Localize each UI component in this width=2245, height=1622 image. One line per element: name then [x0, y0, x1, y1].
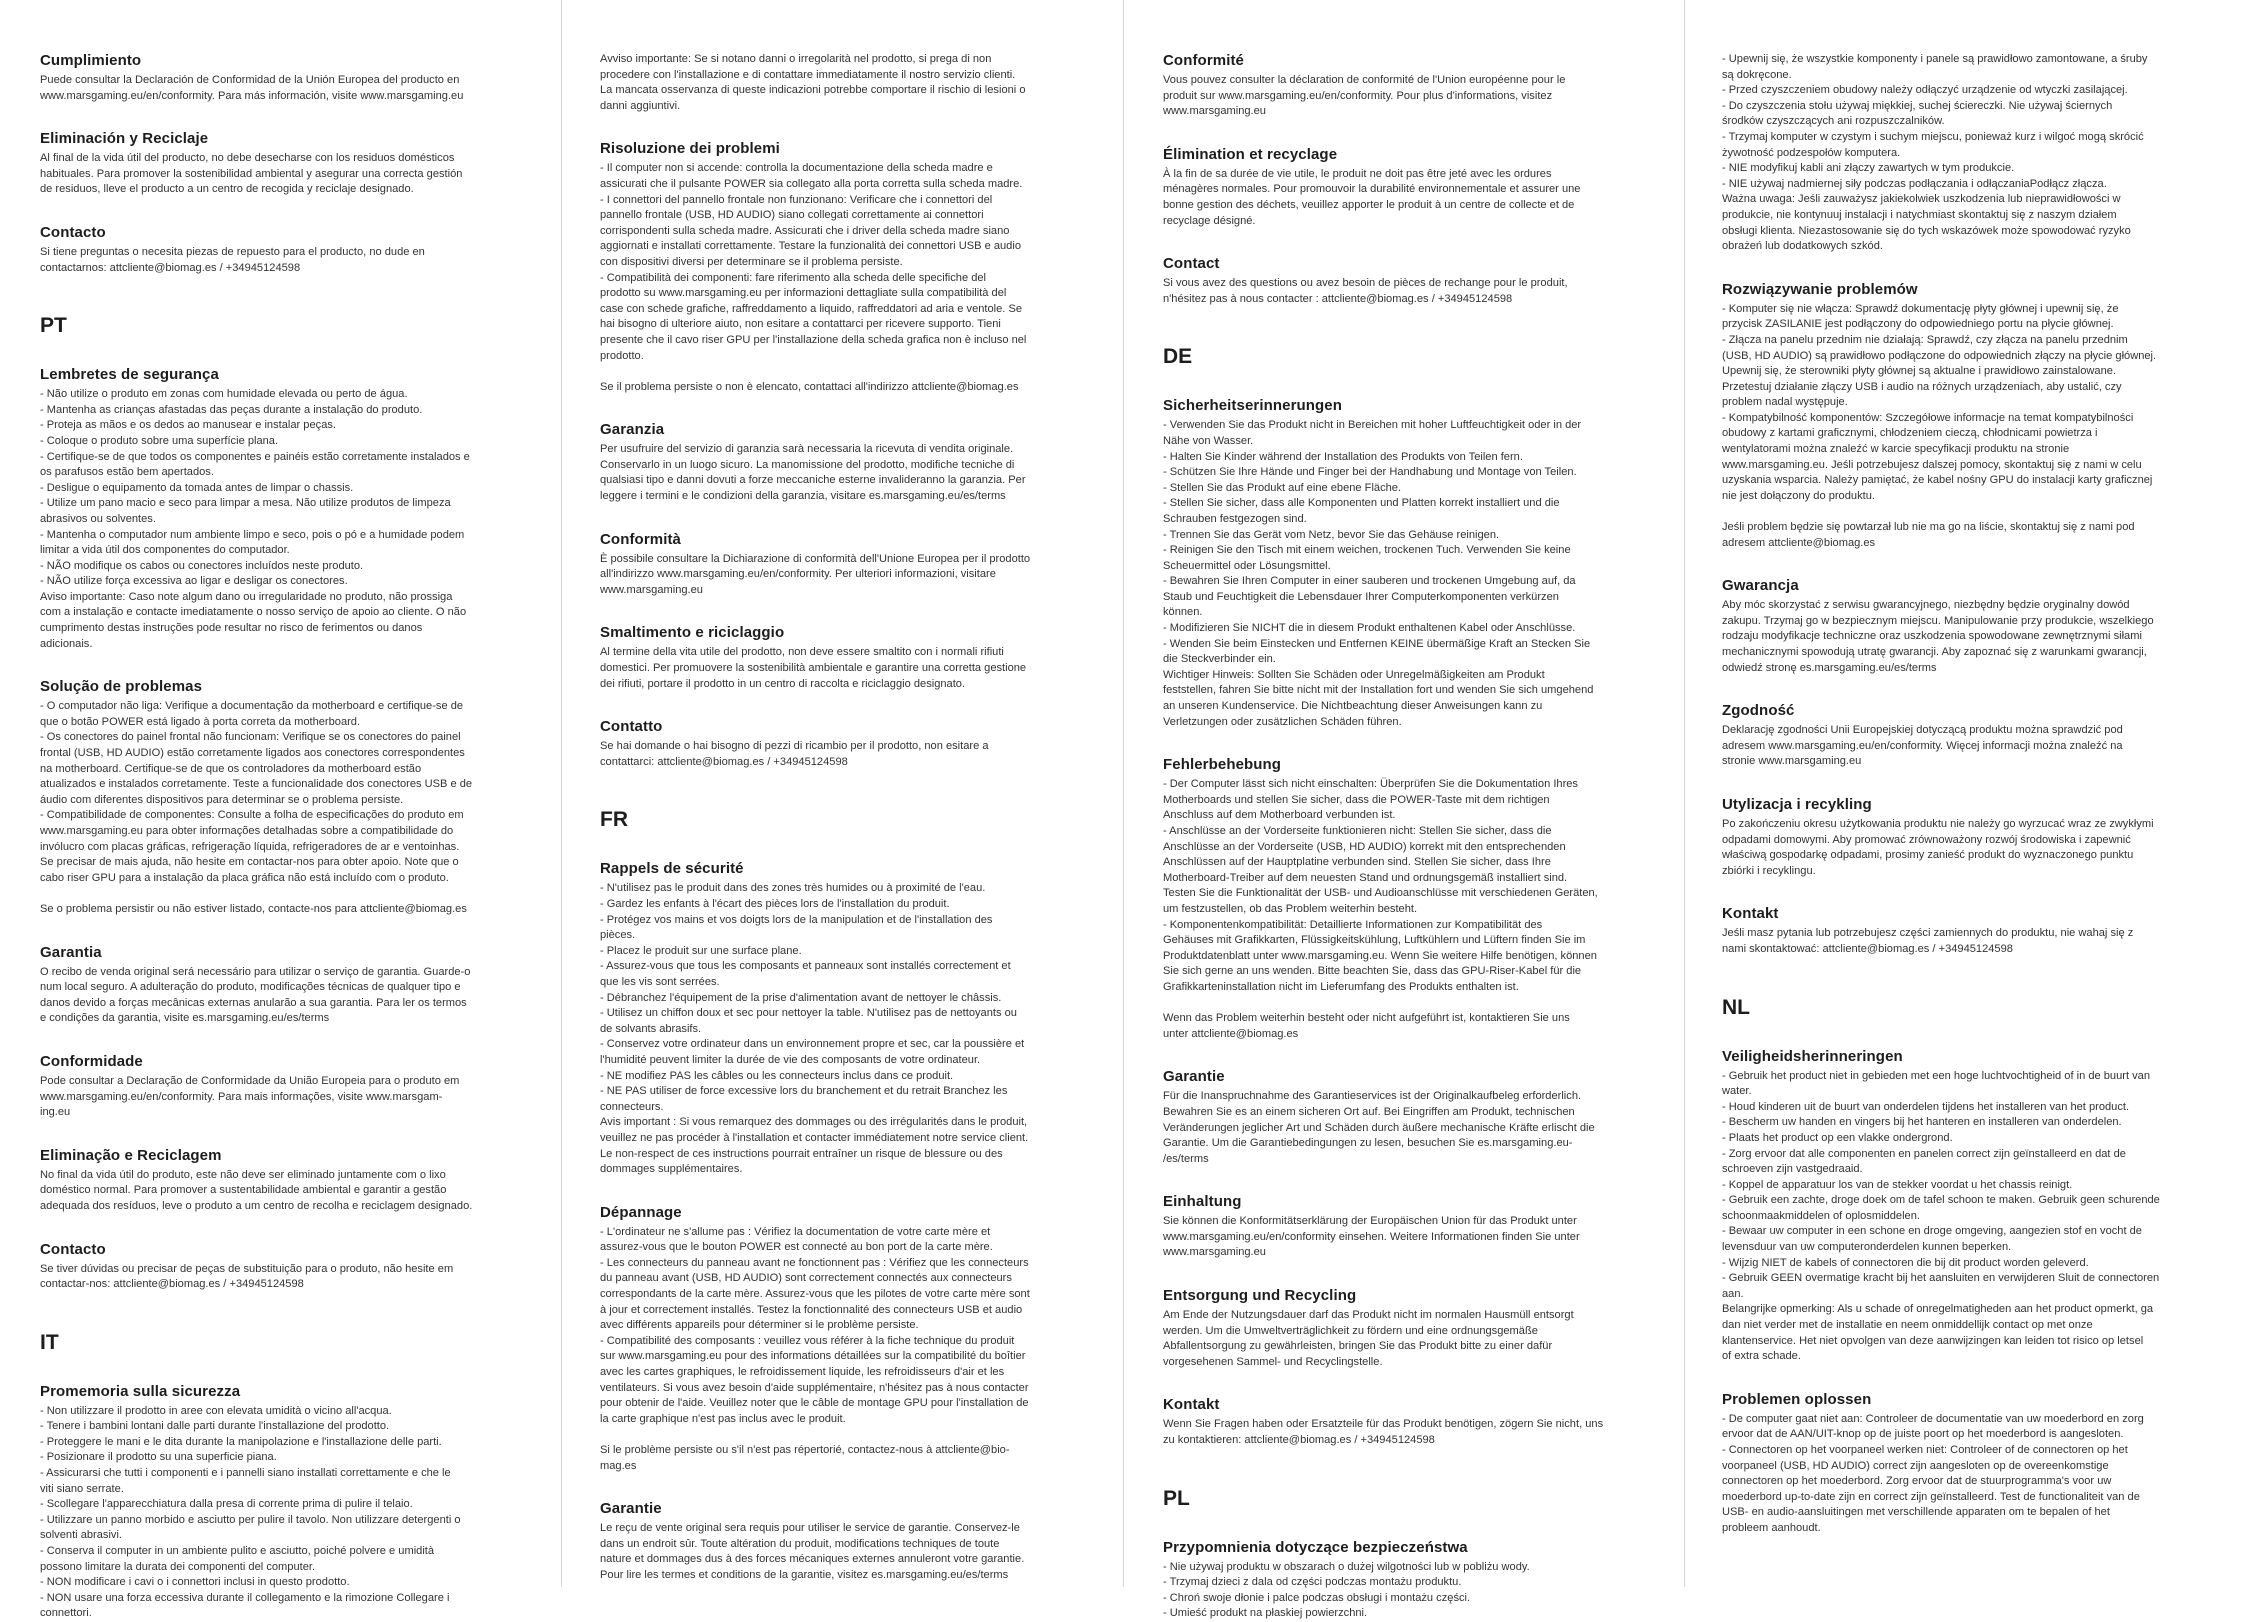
section-body: - Verwenden Sie das Produkt nicht in Bereichen mit hoher Luftfeuchtigkeit oder in der Nähe von Wasser. - Halten Sie Kinder während der Installation des Produkts von Teilen fern. - Schützen Sie Ihre Hände und Finger bei der Handhabung und Montage von Teilen. - Stellen Sie das Produkt auf eine ebene Fläche. - Stellen Sie sicher, dass alle Komponenten und Platten korrekt installiert und die Schrauben festgezogen sind. - Trennen Sie das Gerät vom Netz, bevor Sie das Gehäuse reinigen. - Reinigen Sie den Tisch mit einem weichen, trockenen Tuch. Verwenden Sie keine Scheuermittel oder Lösungsmittel. - Bewahren Sie Ihren Computer in einer sauberen und trockenen Umgebung auf, da Staub und Feuchtigkeit die Lebensdauer Ihrer Computerkomponenten verkürzen können. - Modifizieren Sie NICHT die in diesem Produkt enthaltenen Kabel oder Anschlüsse. - Wenden Sie beim Einstecken und Entfernen KEINE übermäßige Kraft an Stecken Sie die Steckverbinder ein. Wichtiger Hinweis: Sollten Sie Schäden oder Unregelmäßigkeiten am Produkt feststellen, fahren Sie bitte nicht mit der Installation fort und wenden Sie sich umgehend an unseren Kundenservice. Die Nichtbeachtung dieser Anweisungen kann zu Verletzungen oder zusätzlichen Schäden führen. [1163, 419, 1594, 728]
section-body: - Upewnij się, że wszystkie komponenty i panele są prawidłowo zamontowane, a śruby są dokręcone. - Przed czyszczeniem obudowy należy odłączyć urządzenie od wtyczki zasilającej. - Do czyszczenia stołu używaj miękkiej, suchej ściereczki. Nie używaj ściernych środków czyszczących ani rozpuszczalników. - Trzymaj komputer w czystym i suchym miejscu, ponieważ kurz i wilgoć mogą skrócić żywotność podzespołów komputera. - NIE modyfikuj kabli ani złączy zawartych w tym produkcie. - NIE używaj nadmiernej siły podczas podłączania i odłączaniaPodłącz złącza. Ważna uwaga: Jeśli zauważysz jakiekolwiek uszkodzenia lub nieprawidłowości w produkcie, nie kontynuuj instalacji i natychmiast skontaktuj się z naszym działem obsługi klienta. Niezastosowanie się do tych wskazówek może spowodować ryzyko obrażeń lub dodatkowych szkód. [1722, 53, 2148, 253]
section-title: Smaltimento e riciclaggio [600, 624, 785, 642]
section-title: Rozwiązywanie problemów [1722, 280, 1918, 298]
manual-section [600, 718, 1100, 770]
manual-section [1722, 796, 2222, 879]
section-body: - Nie używaj produktu w obszarach o dużej wilgotności lub w pobliżu wody. - Trzymaj dzieci z dala od części podczas montażu produktu. - Chroń swoje dłonie i palce podczas obsługi i montażu części. - Umieść produkt na płaskiej powierzchni. [1163, 1560, 1530, 1620]
section-title: Solução de problemas [40, 678, 203, 696]
section-title: Eliminação e Reciclagem [40, 1146, 222, 1164]
manual-section [40, 366, 540, 652]
section-title: Eliminación y Reciclaje [40, 130, 209, 148]
section-body: Al final de la vida útil del producto, no debe desecharse con los residuos domésticos habituales. Para promover la sostenibilidad ambiental y asegurar una correcta gestión de residuos, lleve el producto a un centro de recogida y reciclaje designado. [40, 152, 463, 196]
section-body: - Non utilizzare il prodotto in aree con elevata umidità o vicino all'acqua. - Tenere i bambini lontani dalle parti durante l'installazione del prodotto. - Proteggere le mani e le dita durante la manipolazione e l'installazione delle parti. - Posizionare il prodotto su una superficie piana. - Assicurarsi che tutti i componenti e i pannelli siano installati correttamente e che le viti siano serrate. - Scollegare l'apparecchiatura dalla presa di corrente prima di pulire il telaio. - Utilizzare un panno morbido e asciutto per pulire il tavolo. Non utilizzare detergenti o solventi abrasivi. - Conserva il computer in un ambiente pulito e asciutto, poiché polvere e umidità possono limitare la durata dei componenti del computer. - NON modificare i cavi o i connettori inclusi in questo prodotto. - NON usare una forza eccessiva durante il collegamento e la rimozione Collegare i connettori. [40, 1404, 461, 1620]
section-body: O recibo de venda original será necessário para utilizar o serviço de garantia. Guarde-o num local seguro. A adulteração do produto, modificações técnicas de qualquer tipo e danos devido a forças mecânicas externas anularão a sua garantia. Para ler os termos e condições da garantia, visite es.marsgaming.eu/es/terms [40, 965, 471, 1025]
section-title: Contact [1163, 255, 1220, 273]
section-title: Risoluzione dei problemi [600, 140, 780, 158]
manual-section [600, 52, 1100, 114]
manual-section [600, 421, 1100, 504]
column-divider [1123, 0, 1124, 1587]
manual-section [1163, 397, 1663, 730]
section-body: Avviso importante: Se si notano danni o irregolarità nel prodotto, si prega di non procedere con l'installazione e di contattare immediatamente il nostro servizio clienti. La mancata osservanza di queste indicazioni potrebbe comportare il rischio di lesioni o danni aggiuntivi. [600, 53, 1026, 112]
manual-section [1722, 1391, 2222, 1537]
column-1 [40, 0, 540, 1620]
manual-section [40, 678, 540, 917]
manual-section [40, 130, 540, 198]
language-heading: NL [1722, 995, 1750, 1019]
section-title: Conformità [600, 530, 681, 548]
section-title: Cumplimiento [40, 52, 142, 69]
section-title: Conformidade [40, 1052, 143, 1070]
section-body: - L'ordinateur ne s'allume pas : Vérifiez la documentation de votre carte mère et assurez-vous que le bouton POWER est connecté au bon port de la carte mère. - Les connecteurs du panneau avant ne fonctionnent pas : Vérifiez que les connecteurs du panneau avant (USB, HD AUDIO) sont correctement connectés aux connecteurs correspondants de la carte mère. Assurez-vous que les pilotes de votre carte mère sont à jour et correctement installés. Testez la fonctionnalité des connecteurs USB et audio avec différents appareils pour déterminer si le problème persiste. - Compatibilité des composants : veuillez vous référer à la fiche technique du produit sur www.marsgaming.eu pour des informations détaillées sur la compatibilité du boîtier avec les cartes graphiques, le refroidissement liquide, les refroidisseurs d'air et les ventilateurs. Si vous avez besoin d'aide supplémentaire, n'hésitez pas à nous contacter pour obtenir de l'aide. Veuillez noter que le câble de montage GPU pour l'installation de la carte graphique n'est pas inclus avec le produit. Si le problème persiste ou s'il n'est pas répertorié, contactez-nous à attcliente@bio- mag.es [600, 1225, 1030, 1472]
section-title: Conformité [1163, 52, 1244, 69]
section-body: - Komputer się nie włącza: Sprawdź dokumentację płyty głównej i upewnij się, że przycisk ZASILANIE jest podłączony do odpowiedniego portu na płycie głównej. - Złącza na panelu przednim nie działają: Sprawdź, czy złącza na panelu przednim (USB, HD AUDIO) są prawidłowo podłączone do odpowiednich złączy na płycie głównej. Upewnij się, że sterowniki płyty głównej są aktualne i prawidłowo zainstalowane. Przetestuj działanie złączy USB i audio na różnych urządzeniach, aby ustalić, czy problem nadal występuje. - Kompatybilność komponentów: Szczegółowe informacje na temat kompatybilności obudowy z kartami graficznymi, chłodzeniem cieczą, chłodnicami powietrza i wentylatorami można znaleźć w karcie specyfikacji produktu na stronie www.marsgaming.eu. Jeśli potrzebujesz dalszej pomocy, skontaktuj się z nami w celu uzyskania wsparcia. Należy pamiętać, że kabel nośny GPU do instalacji karty graficznej nie jest dołączony do produktu. Jeśli problem będzie się powtarzał lub nie ma go na liście, skontaktuj się z nami pod adresem attcliente@biomag.es [1722, 302, 2157, 549]
section-body: Am Ende der Nutzungsdauer darf das Produkt nicht im normalen Hausmüll entsorgt werden. Um die Umweltverträglichkeit zu fördern und eine ordnungsgemäße Abfallentsorgung zu gewährleisten, bringen Sie das Produkt bitte zu einer dafür vorgesehenen Sammel- und Recyclingstelle. [1163, 1309, 1574, 1368]
section-body: No final da vida útil do produto, este não deve ser eliminado juntamente com o lixo doméstico normal. Para promover a sustentabilidade ambiental e garantir a gestão adequada dos resíduos, leve o produto a um centro de recolha e reciclagem designado. [40, 1168, 473, 1212]
manual-section [1163, 1396, 1663, 1448]
manual-section [1163, 1193, 1663, 1261]
manual-section [1722, 905, 2222, 957]
section-title: Promemoria sulla sicurezza [40, 1382, 241, 1400]
section-title: Dépannage [600, 1203, 682, 1221]
column-divider [561, 0, 562, 1587]
manual-section [1722, 281, 2222, 552]
section-title: Contatto [600, 718, 663, 736]
section-title: Élimination et recyclage [1163, 145, 1338, 163]
section-title: Garantia [40, 943, 102, 961]
section-body: Po zakończeniu okresu użytkowania produktu nie należy go wyrzucać wraz ze zwykłymi odpadami domowymi. Aby promować zrównoważony rozwój środowiska i zapewnić właściwą gospodarkę odpadami, prosimy zanieść produkt do wyznaczonego punktu zbiórki i recyklingu. [1722, 817, 2154, 877]
section-body: - N'utilisez pas le produit dans des zones très humides ou à proximité de l'eau. - Gardez les enfants à l'écart des pièces lors de l'installation du produit. - Protégez vos mains et vos doigts lors de la manipulation et de l'installation des pièces. - Placez le produit sur une surface plane. - Assurez-vous que tous les composants et panneaux sont installés correctement et que les vis sont serrées. - Débranchez l'équipement de la prise d'alimentation avant de nettoyer le châssis. - Utilisez un chiffon doux et sec pour nettoyer la table. N'utilisez pas de nettoyants ou de solvants abrasifs. - Conservez votre ordinateur dans un environnement propre et sec, car la poussière et l'humidité peuvent limiter la durée de vie des composants de votre ordinateur. - NE modifiez PAS les câbles ou les connecteurs inclus dans ce produit. - NE PAS utiliser de force excessive lors du branchement et du retrait Branchez les connecteurs. Avis important : Si vous remarquez des dommages ou des irrégularités dans le produit, veuillez ne pas procéder à l'installation et contacter immédiatement notre service client. Le non-respect de ces instructions pourrait entraîner un risque de blessure ou des dommages supplémentaires. [600, 882, 1029, 1176]
manual-section [40, 1147, 540, 1215]
section-title: Kontakt [1722, 905, 1779, 923]
section-body: Per usufruire del servizio di garanzia sarà necessaria la ricevuta di vendita originale. Conservarlo in un luogo sicuro. La manomissione del prodotto, modifiche tecniche di qualsiasi tipo e danni dovuti a forze meccaniche esterne invalideranno la garanzia. Per leggere i termini e le condizioni della garanzia, visitare es.marsgaming.eu/es/terms [600, 443, 1026, 503]
manual-section [40, 52, 540, 104]
section-title: Utylizacja i recykling [1722, 795, 1872, 813]
manual-section [1722, 577, 2222, 676]
section-title: Entsorgung und Recycling [1163, 1287, 1357, 1305]
section-body: Vous pouvez consulter la déclaration de conformité de l'Union européenne pour le produit sur www.marsgaming.eu/en/conformity. Pour plus d'informations, visitez www.marsgaming.eu [1163, 74, 1566, 118]
section-title: Garantie [600, 1500, 662, 1518]
manual-section [1163, 1068, 1663, 1167]
section-title: Sicherheitserinnerungen [1163, 397, 1343, 415]
section-body: - Il computer non si accende: controlla la documentazione della scheda madre e assicurati che il pulsante POWER sia collegato alla porta corretta sulla scheda madre. - I connettori del pannello frontale non funzionano: Verificare che i connettori del pannello frontale (USB, HD AUDIO) siano collegati correttamente ai connettori corrispondenti sulla scheda madre. Assicurati che i driver della scheda madre siano aggiornati e installati correttamente. Testare la funzionalità dei connettori USB e audio con dispositivi diversi per determinare se il problema persiste. - Compatibilità dei componenti: fare riferimento alla scheda delle specifiche del prodotto su www.marsgaming.eu per informazioni dettagliate sulla compatibilità del case con schede grafiche, raffreddamento a liquido, raffreddatori ad aria e ventole. Se hai bisogno di ulteriore aiuto, non esitare a contattarci per ricevere supporto. Tieni presente che il cavo riser GPU per l'installazione della scheda grafica non è incluso nel prodotto. Se il problema persiste o non è elencato, contattaci all'indirizzo attcliente@biomag.es [600, 162, 1027, 393]
manual-section [600, 140, 1100, 395]
manual-section [1722, 702, 2222, 770]
column-4 [1722, 0, 2222, 1587]
manual-section [40, 1053, 540, 1121]
section-body: - Der Computer lässt sich nicht einschalten: Überprüfen Sie die Dokumentation Ihres Motherboards und stellen Sie sicher, dass die POWER-Taste mit dem richtigen Anschluss auf dem Motherboard verbunden ist. - Anschlüsse an der Vorderseite funktionieren nicht: Stellen Sie sicher, dass die Anschlüsse an der Vorderseite (USB, HD AUDIO) korrekt mit den entsprechenden Anschlüssen auf der Hauptplatine verbunden sind. Stellen Sie sicher, dass Ihre Motherboard-Treiber auf dem neuesten Stand und ordnungsgemäß installiert sind. Testen Sie die Funktionalität der USB- und Audioanschlüsse mit verschiedenen Geräten, um festzustellen, ob das Problem weiterhin besteht. - Komponentenkompatibilität: Detaillierte Informationen zur Kompatibilität des Gehäuses mit Grafikkarten, Flüssigkeitskühlung, Luftkühlern und Lüftern finden Sie im Produktdatenblatt unter www.marsgaming.eu. Wenn Sie weitere Hilfe benötigen, können Sie sich gerne an uns wenden. Bitte beachten Sie, dass das GPU-Riser-Kabel für die Grafikkarteninstallation nicht im Lieferumfang des Produkts enthalten ist. Wenn das Problem weiterhin besteht oder nicht aufgeführt ist, kontaktieren Sie uns unter attcliente@biomag.es [1163, 778, 1598, 1040]
section-body: - Gebruik het product niet in gebieden met een hoge luchtvochtigheid of in de buurt van water. - Houd kinderen uit de buurt van onderdelen tijdens het installeren van het product. - Bescherm uw handen en vingers bij het hanteren en installeren van onderdelen. - Plaats het product op een vlakke ondergrond. - Zorg ervoor dat alle componenten en panelen correct zijn geïnstalleerd en dat de schroeven zijn vastgedraaid. - Koppel de apparatuur los van de stekker voordat u het chassis reinigt. - Gebruik een zachte, droge doek om de tafel schoon te maken. Gebruik geen schurende schoonmaakmiddelen of oplosmiddelen. - Bewaar uw computer in een schone en droge omgeving, aangezien stof en vocht de levensduur van uw computeronderdelen kunnen beperken. - Wijzig NIET de kabels of connectoren die bij dit product worden geleverd. - Gebruik GEEN overmatige kracht bij het aansluiten en verwijderen Sluit de connectoren aan. Belangrijke opmerking: Als u schade of onregelmatigheden aan het product opmerkt, ga dan niet verder met de installatie en neem onmiddellijk contact op met onze klantenservice. Het niet opvolgen van deze aanwijzingen kan leiden tot risico op letsel of extra schade. [1722, 1069, 2160, 1363]
section-body: - Não utilize o produto em zonas com humidade elevada ou perto de água. - Mantenha as crianças afastadas das peças durante a instalação do produto. - Proteja as mãos e os dedos ao manusear e instalar peças. - Coloque o produto sobre uma superfície plana. - Certifique-se de que todos os componentes e painéis estão corretamente instalados e os parafusos estão bem apertados. - Desligue o equipamento da tomada antes de limpar o chassis. - Utilize um pano macio e seco para limpar a mesa. Não utilize produtos de limpeza abrasivos ou solventes. - Mantenha o computador num ambiente limpo e seco, pois o pó e a humidade podem limitar a vida útil dos componentes do computador. - NÃO modifique os cabos ou conectores incluídos neste produto. - NÃO utilize força excessiva ao ligar e desligar os conectores. Aviso importante: Caso note algum dano ou irregularidade no produto, não prossiga com a instalação e contacte imediatamente o nosso serviço de apoio ao cliente. O não cumprimento destas instruções pode resultar no risco de ferimentos ou danos adicionais. [40, 388, 470, 650]
section-body: Jeśli masz pytania lub potrzebujesz części zamiennych do produktu, nie wahaj się z nami skontaktować: attcliente@biomag.es / +34945124598 [1722, 927, 2134, 955]
manual-section [600, 1204, 1100, 1475]
section-title: Gwarancja [1722, 577, 1799, 595]
section-body: Deklarację zgodności Unii Europejskiej dotyczącą produktu można sprawdzić pod adresem www.marsgaming.eu/en/conformity. Więcej informacji można znaleźć na stronie www.marsgaming.eu [1722, 724, 2123, 768]
section-body: - O computador não liga: Verifique a documentação da motherboard e certifique-se de que o botão POWER está ligado à porta correta da motherboard. - Os conectores do painel frontal não funcionam: Verifique se os conectores do painel frontal (USB, HD AUDIO) estão corretamente ligados aos conectores correspondentes na motherboard. Certifique-se de que os controladores da motherboard estão atualizados e instalados corretamente. Teste a funcionalidade dos conectores USB e de áudio com diferentes dispositivos para determinar se o problema persiste. - Compatibilidade de componentes: Consulte a folha de especificações do produto em www.marsgaming.eu para obter informações detalhadas sobre a compatibilidade do invólucro com placas gráficas, refrigeração líquida, refrigeradores de ar e ventoinhas. Se precisar de mais ajuda, não hesite em contactar-nos para obter apoio. Note que o cabo riser GPU para a instalação da placa gráfica não está incluído com o produto. Se o problema persistir ou não estiver listado, contacte-nos para attcliente@biomag.es [40, 700, 473, 915]
section-body: Si tiene preguntas o necesita piezas de repuesto para el producto, no dude en contactarnos: attcliente@biomag.es / +34945124598 [40, 245, 425, 274]
manual-section [1722, 52, 2222, 255]
section-title: Garantie [1163, 1068, 1225, 1086]
manual-section [600, 531, 1100, 599]
section-title: Przypomnienia dotyczące bezpieczeństwa [1163, 1538, 1468, 1556]
column-2 [600, 0, 1100, 1587]
section-title: Einhaltung [1163, 1193, 1242, 1211]
manual-section [600, 624, 1100, 692]
section-title: Garanzia [600, 421, 665, 439]
section-body: À la fin de sa durée de vie utile, le produit ne doit pas être jeté avec les ordures ménagères normales. Pour promouvoir la durabilité environnementale et assurer une bonne gestion des déchets, veuillez apporter le produit à un centre de collecte et de recyclage désigné. [1163, 167, 1581, 227]
column-3 [1163, 0, 1663, 1620]
section-title: Contacto [40, 1240, 106, 1258]
manual-section [1163, 1287, 1663, 1370]
section-body: È possibile consultare la Dichiarazione di conformità dell'Unione Europea per il prodotto all'indirizzo www.marsgaming.eu/en/conformity. Per ulteriori informazioni, visitare www.marsgaming.eu [600, 552, 1031, 596]
manual-section [600, 860, 1100, 1177]
language-heading: FR [600, 808, 628, 832]
section-body: Puede consultar la Declaración de Conformidad de la Unión Europea del producto en www.marsgaming.eu/en/conformity. Para más información, visite www.marsgaming.eu [40, 74, 464, 102]
manual-section [1163, 255, 1663, 307]
section-title: Contacto [40, 223, 106, 241]
section-body: Für die Inanspruchnahme des Garantieservices ist der Originalkaufbeleg erforderlich. Bewahren Sie es an einem sicheren Ort auf. Bei Eingriffen am Produkt, technischen Veränderungen jeglicher Art und Schäden durch äußere mechanische Kräfte erlischt die Garantie. Um die Garantiebedingungen zu lesen, besuchen Sie es.marsgaming.eu- /es/terms [1163, 1090, 1595, 1165]
section-title: Kontakt [1163, 1396, 1220, 1414]
language-heading: PT [40, 314, 67, 338]
section-body: - De computer gaat niet aan: Controleer de documentatie van uw moederbord en zorg ervoor dat de AAN/UIT-knop op de juiste poort op het moederbord is aangesloten. - Connectoren op het voorpaneel werken niet: Controleer of de connectoren op het voorpaneel (USB, HD AUDIO) correct zijn aangesloten op de overeenkomstige connectoren op het moederbord. Zorg ervoor dat de stuurprogramma's voor uw moederbord up-to-date zijn en correct zijn geïnstalleerd. Test de functionaliteit van de USB- en audio-aansluitingen met verschillende apparaten om te bepalen of het probleem aanhoudt. [1722, 1412, 2144, 1534]
manual-section [1722, 1048, 2222, 1365]
manual-section [40, 1241, 540, 1293]
language-heading: IT [40, 1330, 59, 1354]
section-title: Fehlerbehebung [1163, 756, 1282, 774]
section-body: Se tiver dúvidas ou precisar de peças de substituição para o produto, não hesite em contactar-nos: attcliente@biomag.es / +34945124598 [40, 1262, 454, 1291]
section-title: Veiligheidsherinneringen [1722, 1047, 1903, 1065]
column-divider [1684, 0, 1685, 1587]
section-body: Aby móc skorzystać z serwisu gwarancyjnego, niezbędny będzie oryginalny dowód zakupu. Trzymaj go w bezpiecznym miejscu. Manipulowanie przy produkcie, wszelkiego rodzaju modyfikacje techniczne oraz uszkodzenia spowodowane zewnętrznymi siłami mechanicznymi spowodują utratę gwarancji. Aby zapoznać się z warunkami gwarancji, odwiedź stronę es.marsgaming.eu/es/terms [1722, 599, 2154, 674]
section-title: Lembretes de segurança [40, 366, 219, 384]
section-body: Wenn Sie Fragen haben oder Ersatzteile für das Produkt benötigen, zögern Sie nicht, uns zu kontaktieren: attcliente@biomag.es / +34945124598 [1163, 1418, 1604, 1447]
manual-section [1163, 52, 1663, 120]
section-body: Al termine della vita utile del prodotto, non deve essere smaltito con i normali rifiuti domestici. Per promuovere la sostenibilità ambientale e garantire una corretta gestione dei rifiuti, portare il prodotto in un centro di raccolta e riciclaggio designato. [600, 646, 1027, 690]
section-body: Le reçu de vente original sera requis pour utiliser le service de garantie. Conservez-le dans un endroit sûr. Toute altération du produit, modifications techniques de toute nature et dommages dus à des forces mécaniques externes annuleront votre garantie. Pour lire les termes et conditions de la garantie, visitez es.marsgaming.eu/es/terms [600, 1522, 1025, 1581]
manual-section [1163, 756, 1663, 1042]
section-body: Se hai domande o hai bisogno di pezzi di ricambio per il prodotto, non esitare a contattarci: attcliente@biomag.es / +34945124598 [600, 740, 989, 768]
language-heading: PL [1163, 1486, 1190, 1510]
manual-section [40, 944, 540, 1027]
section-body: Sie können die Konformitätserklärung der Europäischen Union für das Produkt unter www.marsgaming.eu/en/conformity einsehen. Weitere Informationen finden Sie unter www.marsgaming.eu [1163, 1215, 1580, 1259]
manual-section [40, 224, 540, 276]
manual-section [1163, 1539, 1663, 1622]
manual-section [40, 1383, 540, 1622]
manual-section [600, 1500, 1100, 1583]
language-heading: DE [1163, 345, 1193, 369]
section-title: Problemen oplossen [1722, 1390, 1872, 1408]
section-title: Rappels de sécurité [600, 860, 744, 878]
manual-section [1163, 146, 1663, 229]
section-title: Zgodność [1722, 702, 1795, 720]
section-body: Pode consultar a Declaração de Conformidade da União Europeia para o produto em www.marsgaming.eu/en/conformity. Para mais informações, visite www.marsgam- ing.eu [40, 1074, 460, 1119]
section-body: Si vous avez des questions ou avez besoin de pièces de rechange pour le produit, n'hésitez pas à nous contacter : attcliente@biomag.es / +34945124598 [1163, 277, 1568, 305]
